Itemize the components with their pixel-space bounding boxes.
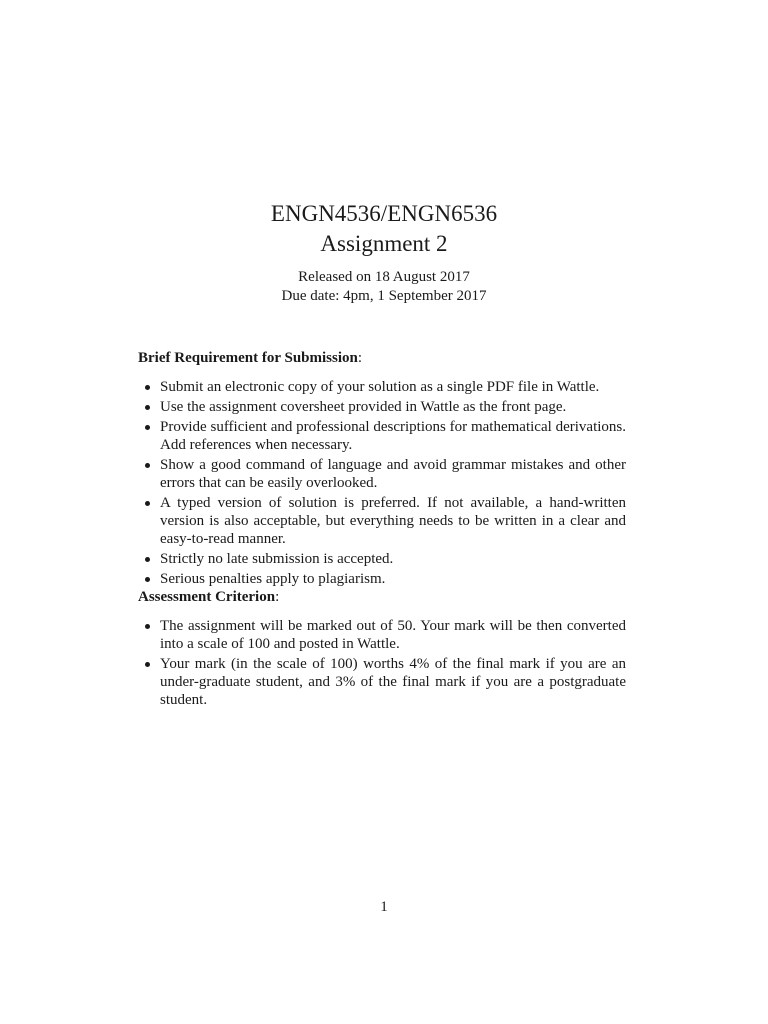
list-item xyxy=(138,418,626,454)
release-date: Released on 18 August 2017 xyxy=(298,269,470,285)
list-item xyxy=(138,398,626,416)
bullet-icon xyxy=(145,501,150,506)
list-item xyxy=(138,456,626,492)
bullet-icon xyxy=(145,557,150,562)
bullet-icon xyxy=(145,425,150,430)
list-item-text: Show a good command of language and avoid grammar mistakes and other errors that can be easily overlooked. xyxy=(160,457,626,491)
list-item-text: Your mark (in the scale of 100) worths 4% of the final mark if you are an under-graduate student, and 3% of the final mark if you are a postgraduate student. xyxy=(160,656,626,708)
assessment-heading-colon: : xyxy=(275,589,280,605)
list-item xyxy=(138,570,626,588)
page-number: 1 xyxy=(380,899,388,915)
submission-list xyxy=(138,378,626,588)
submission-heading xyxy=(138,349,626,368)
list-item-text: Use the assignment coversheet provided in Wattle as the front page. xyxy=(160,399,567,415)
bullet-icon xyxy=(145,463,150,468)
list-item xyxy=(138,378,626,396)
list-item-text: Strictly no late submission is accepted. xyxy=(160,551,394,567)
bullet-icon xyxy=(145,662,150,667)
bullet-icon xyxy=(145,385,150,390)
list-item-text: Serious penalties apply to plagiarism. xyxy=(160,571,386,587)
list-item xyxy=(138,655,626,709)
list-item xyxy=(138,617,626,653)
assessment-section xyxy=(138,588,626,709)
list-item xyxy=(138,494,626,548)
list-item-text: A typed version of solution is preferred. If not available, a hand-written version is also acceptable, but everything needs to be written in a clear and easy-to-read manner. xyxy=(160,495,626,547)
bullet-icon xyxy=(145,405,150,410)
submission-section xyxy=(138,349,626,588)
title-block xyxy=(0,199,768,259)
list-item xyxy=(138,550,626,568)
submission-heading-colon: : xyxy=(357,350,363,366)
assessment-heading-text: Assessment Criterion xyxy=(138,589,276,605)
due-date: Due date: 4pm, 1 September 2017 xyxy=(281,288,487,304)
list-item-text: Submit an electronic copy of your solution as a single PDF file in Wattle. xyxy=(160,379,600,395)
bullet-icon xyxy=(145,624,150,629)
submission-heading-text: Brief Requirement for Submission xyxy=(138,350,358,366)
course-code: ENGN4536/ENGN6536 xyxy=(270,201,498,226)
list-item-text: The assignment will be marked out of 50. Your mark will be then converted into a scale of 100 and posted in Wattle. xyxy=(160,618,626,652)
assignment-title: Assignment 2 xyxy=(320,231,448,256)
dates-block xyxy=(0,268,768,306)
assessment-heading xyxy=(138,588,626,607)
list-item-text: Provide sufficient and professional descriptions for mathematical derivations. Add references when necessary. xyxy=(160,419,626,453)
assessment-list xyxy=(138,617,626,709)
bullet-icon xyxy=(145,577,150,582)
